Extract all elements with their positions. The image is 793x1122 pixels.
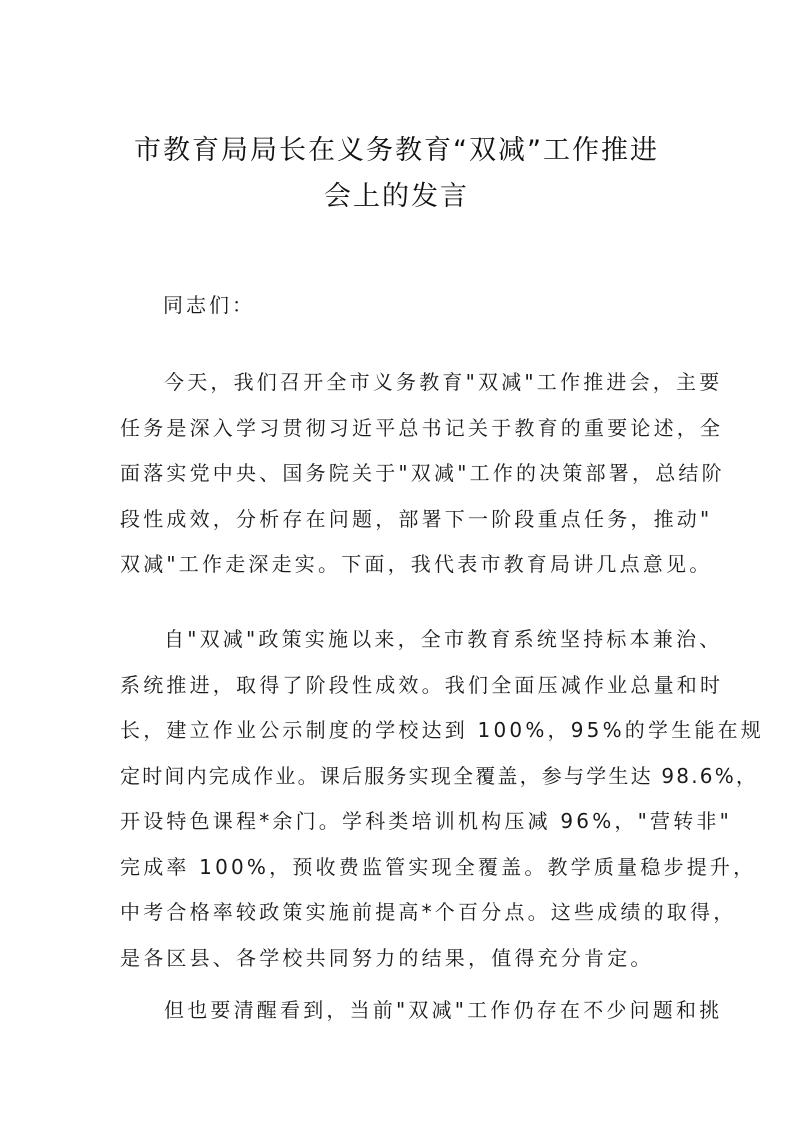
- paragraph-line: 长，建立作业公示制度的学校达到 100%，95%的学生能在规: [120, 718, 764, 742]
- paragraph-line: 任务是深入学习贯彻习近平总书记关于教育的重要论述，全: [120, 415, 724, 440]
- paragraph-line: 中考合格率较政策实施前提高*个百分点。这些成绩的取得，: [120, 900, 737, 924]
- paragraph-line: 今天，我们召开全市义务教育"双减"工作推进会，主要: [164, 370, 723, 394]
- paragraph-line: 但也要清醒看到，当前"双减"工作仍存在不少问题和挑: [164, 998, 723, 1022]
- paragraph-line: 自"双减"政策实施以来，全市教育系统坚持标本兼治、: [164, 627, 723, 651]
- paragraph-line: 完成率 100%，预收费监管实现全覆盖。教学质量稳步提升，: [120, 854, 757, 879]
- paragraph-line: 段性成效，分析存在问题，部署下一阶段重点任务，推动": [120, 506, 713, 531]
- paragraph-line: 面落实党中央、国务院关于"双减"工作的决策部署，总结阶: [120, 461, 725, 485]
- paragraph-challenges: [120, 988, 723, 1034]
- paragraph-opening: [120, 360, 725, 588]
- paragraph-line: 系统推进，取得了阶段性成效。我们全面压减作业总量和时: [120, 672, 724, 697]
- paragraph-line: 双减"工作走深走实。下面，我代表市教育局讲几点意见。: [120, 552, 713, 576]
- paragraph-achievements: [120, 617, 764, 981]
- document-title-line-2: 会上的发言: [324, 181, 469, 212]
- paragraph-line: 定时间内完成作业。课后服务实现全覆盖，参与学生达 98.6%，: [120, 763, 759, 788]
- document-title-line-1: 市教育局局长在义务教育“双减”工作推进: [134, 135, 659, 166]
- salutation: 同志们：: [163, 293, 255, 317]
- paragraph-line: 是各区县、各学校共同努力的结果，值得充分肯定。: [120, 945, 654, 970]
- paragraph-line: 开设特色课程*余门。学科类培训机构压减 96%，"营转非": [120, 809, 733, 833]
